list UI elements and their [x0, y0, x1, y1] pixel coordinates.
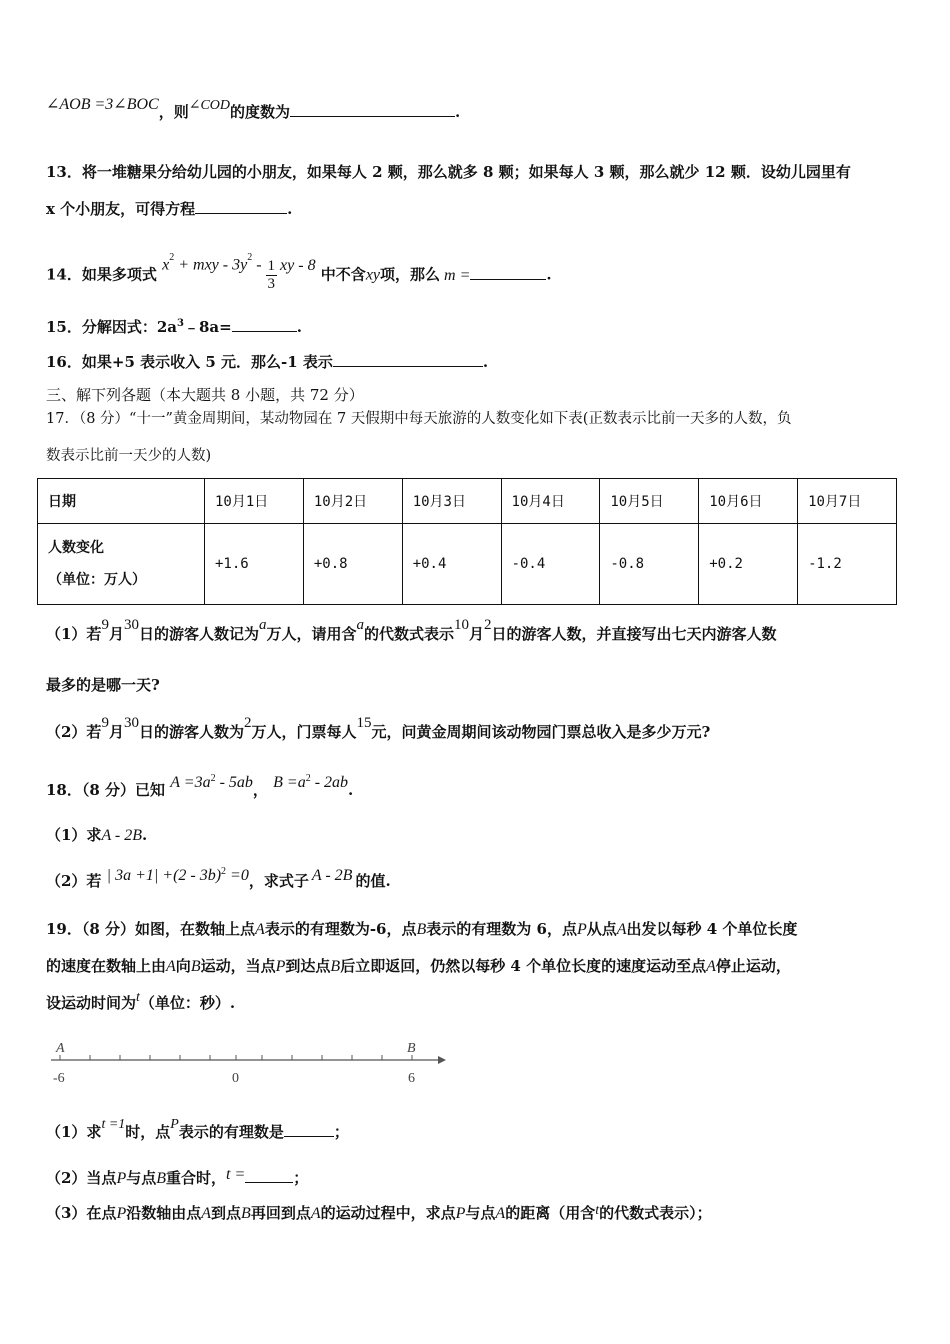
expr-a: [170, 773, 253, 791]
table-header-cell: 10月6日: [699, 479, 798, 524]
point-p: P: [116, 1205, 127, 1222]
row-label-line2: （单位：万人）: [48, 572, 146, 588]
q19-line3: [46, 990, 236, 1015]
expr: - 5ab: [215, 774, 253, 791]
exp: 2: [221, 866, 227, 877]
period: .: [296, 318, 302, 336]
expr: =0: [226, 867, 249, 884]
t: 月: [108, 625, 124, 643]
table-cell: -0.4: [501, 524, 600, 605]
point-a: A: [310, 1205, 321, 1222]
q14-line: [46, 251, 552, 293]
q17-line1: 17．（8 分）“十一”黄金周期间，某动物园在 7 天假期中每天旅游的人数变化如下表(正数表示比前一天多的人数，负: [46, 411, 792, 427]
t: 表示的有理数为 6，点: [426, 920, 577, 938]
table-cell: -1.2: [798, 524, 897, 605]
point-p: P: [576, 921, 587, 938]
t: 的速度在数轴上由: [46, 957, 167, 975]
t: ，: [252, 781, 268, 799]
var-t: t: [136, 990, 140, 1005]
t: 向: [175, 957, 191, 975]
t: 18．（8 分）已知: [46, 781, 166, 799]
t: 沿数轴由点: [126, 1204, 202, 1222]
table-header-row: [38, 479, 897, 524]
number-line-figure: [46, 1038, 446, 1090]
t: 的运动过程中，求点: [320, 1204, 456, 1222]
t: 日的游客人数为: [138, 723, 244, 741]
poly-mid: + mxy - 3y: [174, 256, 248, 274]
t: 的值.: [355, 872, 391, 890]
answer-blank[interactable]: [195, 199, 287, 214]
table-header-cell: 10月7日: [798, 479, 897, 524]
point-a: A: [255, 921, 265, 938]
t: （3）在点: [46, 1204, 117, 1222]
expr: - 2ab: [310, 774, 349, 791]
t-eq: t =1: [101, 1117, 126, 1132]
point-b: B: [156, 1170, 167, 1187]
t: 元，问黄金周期间该动物园门票总收入是多少万元?: [371, 723, 711, 741]
table-header-cell: 10月2日: [303, 479, 402, 524]
q19-line2: [46, 956, 791, 977]
q17-line2: 数表示比前一天少的人数): [46, 448, 212, 464]
axis-label-b: B: [407, 1041, 416, 1056]
num-9: 9: [101, 715, 109, 731]
t: 表示的有理数是: [178, 1123, 284, 1141]
t: 的代数式表示）；: [599, 1204, 712, 1222]
visitor-change-table: [37, 478, 897, 605]
t: 月: [108, 723, 124, 741]
point-p: P: [455, 1205, 466, 1222]
table-header-cell: 10月4日: [501, 479, 600, 524]
t: 后立即返回，仍然以每秒 4 个单位长度的速度运动至点: [340, 957, 707, 975]
table-header-cell: 10月5日: [600, 479, 699, 524]
answer-blank[interactable]: [333, 352, 483, 367]
table-header-cell: 10月1日: [205, 479, 304, 524]
t: ；: [333, 1123, 349, 1141]
period: .: [142, 826, 148, 844]
point-p: P: [275, 958, 286, 975]
axis-label-a: A: [56, 1041, 65, 1056]
num-2: 2: [484, 617, 492, 633]
q14-lead: 14．如果多项式: [46, 265, 157, 284]
t: 再回到点: [250, 1204, 311, 1222]
t: 到点: [211, 1204, 242, 1222]
num-30: 30: [123, 715, 139, 731]
axis-tick-6: 6: [408, 1071, 415, 1086]
var-t: t: [595, 1203, 600, 1218]
point-a: A: [706, 958, 716, 975]
var-a: a: [356, 617, 364, 633]
t: 的距离（用含: [505, 1204, 596, 1222]
table-cell: +0.4: [402, 524, 501, 605]
period: .: [287, 200, 293, 218]
t: （1）求: [46, 1123, 102, 1141]
q14-mid: 中不含: [320, 265, 366, 284]
t: （单位：秒）.: [139, 994, 236, 1012]
aob-tail: 的度数为: [230, 103, 291, 121]
point-a: A: [616, 921, 627, 938]
q18-part2: [46, 866, 391, 894]
t: 运动，当点: [200, 957, 276, 975]
t: 万人，门票每人: [251, 723, 357, 741]
table-row-label: [38, 524, 205, 605]
frac-den: 3: [267, 276, 276, 292]
t: 重合时，: [166, 1169, 227, 1187]
point-p: P: [116, 1170, 127, 1187]
q14-polynomial: [162, 248, 316, 292]
q15-rest: ﹣8a=: [184, 318, 232, 336]
answer-blank[interactable]: [284, 1122, 334, 1137]
frac-num: 1: [267, 258, 276, 274]
point-b: B: [416, 921, 427, 938]
point-a: A: [495, 1205, 506, 1222]
t: （2）若: [46, 872, 102, 890]
q13-line1: 13．将一堆糖果分给幼儿园的小朋友，如果每人 2 颗，那么就多 8 颗；如果每人 3 颗，那么就少 12 颗．设幼儿园里有: [46, 163, 851, 181]
axis-ticks: [60, 1055, 412, 1060]
table-header-cell: 10月3日: [402, 479, 501, 524]
q15-text: 15．分解因式：2a: [46, 318, 178, 336]
condition-expr: [107, 866, 249, 884]
t: 出发以每秒 4 个单位长度: [626, 920, 798, 938]
exp: 2: [210, 773, 216, 784]
num-9: 9: [101, 617, 109, 633]
axis-tick-0: 0: [232, 1071, 239, 1086]
answer-blank[interactable]: [470, 265, 546, 280]
q14-tail: 项，那么: [380, 265, 441, 284]
point-p: P: [170, 1117, 179, 1132]
t: （2）若: [46, 723, 102, 741]
q19-line1: [46, 919, 797, 940]
answer-blank[interactable]: [232, 317, 297, 332]
poly-minus: -: [252, 256, 266, 274]
row-label-line1: 人数变化: [48, 540, 104, 556]
t: 设运动时间为: [46, 994, 137, 1012]
num-30: 30: [123, 617, 139, 633]
t: 时，点: [125, 1123, 171, 1141]
num-15: 15: [356, 715, 372, 731]
q17-part2: [46, 715, 711, 743]
t: 19．（8 分）如图，在数轴上点: [46, 920, 256, 938]
q16-line: [46, 352, 488, 372]
aob-sep: ，则: [158, 103, 189, 121]
expr: | 3a +1| +(2 - 3b): [106, 867, 222, 884]
table-cell: +0.8: [303, 524, 402, 605]
t: 到达点: [285, 957, 331, 975]
point-b: B: [241, 1205, 251, 1222]
table-header-cell: 日期: [38, 479, 205, 524]
t: 的代数式表示: [363, 625, 454, 643]
t-eq: t =: [226, 1166, 246, 1183]
num-2: 2: [243, 715, 252, 731]
q18-part1: [46, 825, 147, 846]
period: .: [482, 353, 489, 371]
t: ，求式子: [248, 872, 309, 890]
t: （1）若: [46, 625, 102, 643]
t: （2）当点: [46, 1169, 117, 1187]
t: 与点: [126, 1169, 157, 1187]
q15-exp: 3: [177, 318, 184, 329]
point-b: B: [190, 958, 201, 975]
point-a: A: [166, 958, 176, 975]
fraction: [266, 258, 278, 293]
q19-part2: [46, 1168, 308, 1189]
table-cell: +0.2: [699, 524, 798, 605]
q19-part1: [46, 1117, 349, 1144]
answer-blank[interactable]: [245, 1168, 293, 1183]
t: 停止运动，: [715, 957, 791, 975]
q13-line2: [46, 199, 292, 219]
table-cell: -0.8: [600, 524, 699, 605]
q16-text: 16．如果+5 表示收入 5 元．那么-1 表示: [46, 353, 333, 371]
expr: A =3a: [170, 774, 211, 791]
q15-line: [46, 317, 302, 340]
num-10: 10: [454, 617, 469, 633]
aob-expr: ∠AOB =3∠BOC: [46, 96, 159, 113]
poly-tail: xy - 8: [280, 256, 316, 274]
t: ；: [293, 1169, 309, 1187]
t: 与点: [465, 1204, 496, 1222]
t: 日的游客人数，并直接写出七天内游客人数: [491, 625, 777, 643]
q13-text2: x 个小朋友，可得方程: [46, 200, 196, 218]
point-b: B: [330, 958, 341, 975]
t: 万人，请用含: [266, 625, 357, 643]
q19-part3: [46, 1203, 712, 1225]
cod-expr: ∠COD: [188, 98, 231, 113]
axis-arrow-icon: [438, 1056, 446, 1064]
period: .: [455, 103, 461, 121]
poly-exp: 2: [247, 251, 253, 263]
poly-exp: 2: [169, 251, 175, 263]
q18-line: [46, 773, 354, 803]
table-row: [38, 524, 897, 605]
point-a: A: [201, 1205, 212, 1222]
t: 月: [469, 625, 485, 643]
q14-m: m =: [444, 266, 471, 284]
t: 表示的有理数为-6，点: [264, 920, 417, 938]
period: .: [546, 265, 552, 284]
expr: A - 2B: [311, 867, 353, 884]
q17-part1: [46, 617, 777, 645]
exp: 2: [305, 773, 311, 784]
expr: A - 2B: [101, 827, 143, 844]
aob-line: [46, 96, 461, 124]
table-cell: +1.6: [205, 524, 304, 605]
expr-b: [273, 773, 348, 791]
var-a: a: [258, 617, 267, 633]
section-title: 三、解下列各题（本大题共 8 小题，共 72 分）: [46, 386, 364, 404]
t: 日的游客人数记为: [138, 625, 259, 643]
poly-x: x: [162, 256, 170, 274]
t: 从点: [586, 920, 617, 938]
period: .: [348, 781, 354, 799]
expr: B =a: [273, 774, 306, 791]
t: （1）求: [46, 826, 102, 844]
q14-xy: xy: [365, 266, 381, 284]
q17-part1-line2: 最多的是哪一天?: [46, 676, 160, 694]
answer-blank[interactable]: [290, 102, 455, 117]
axis-tick-neg6: -6: [53, 1071, 65, 1086]
